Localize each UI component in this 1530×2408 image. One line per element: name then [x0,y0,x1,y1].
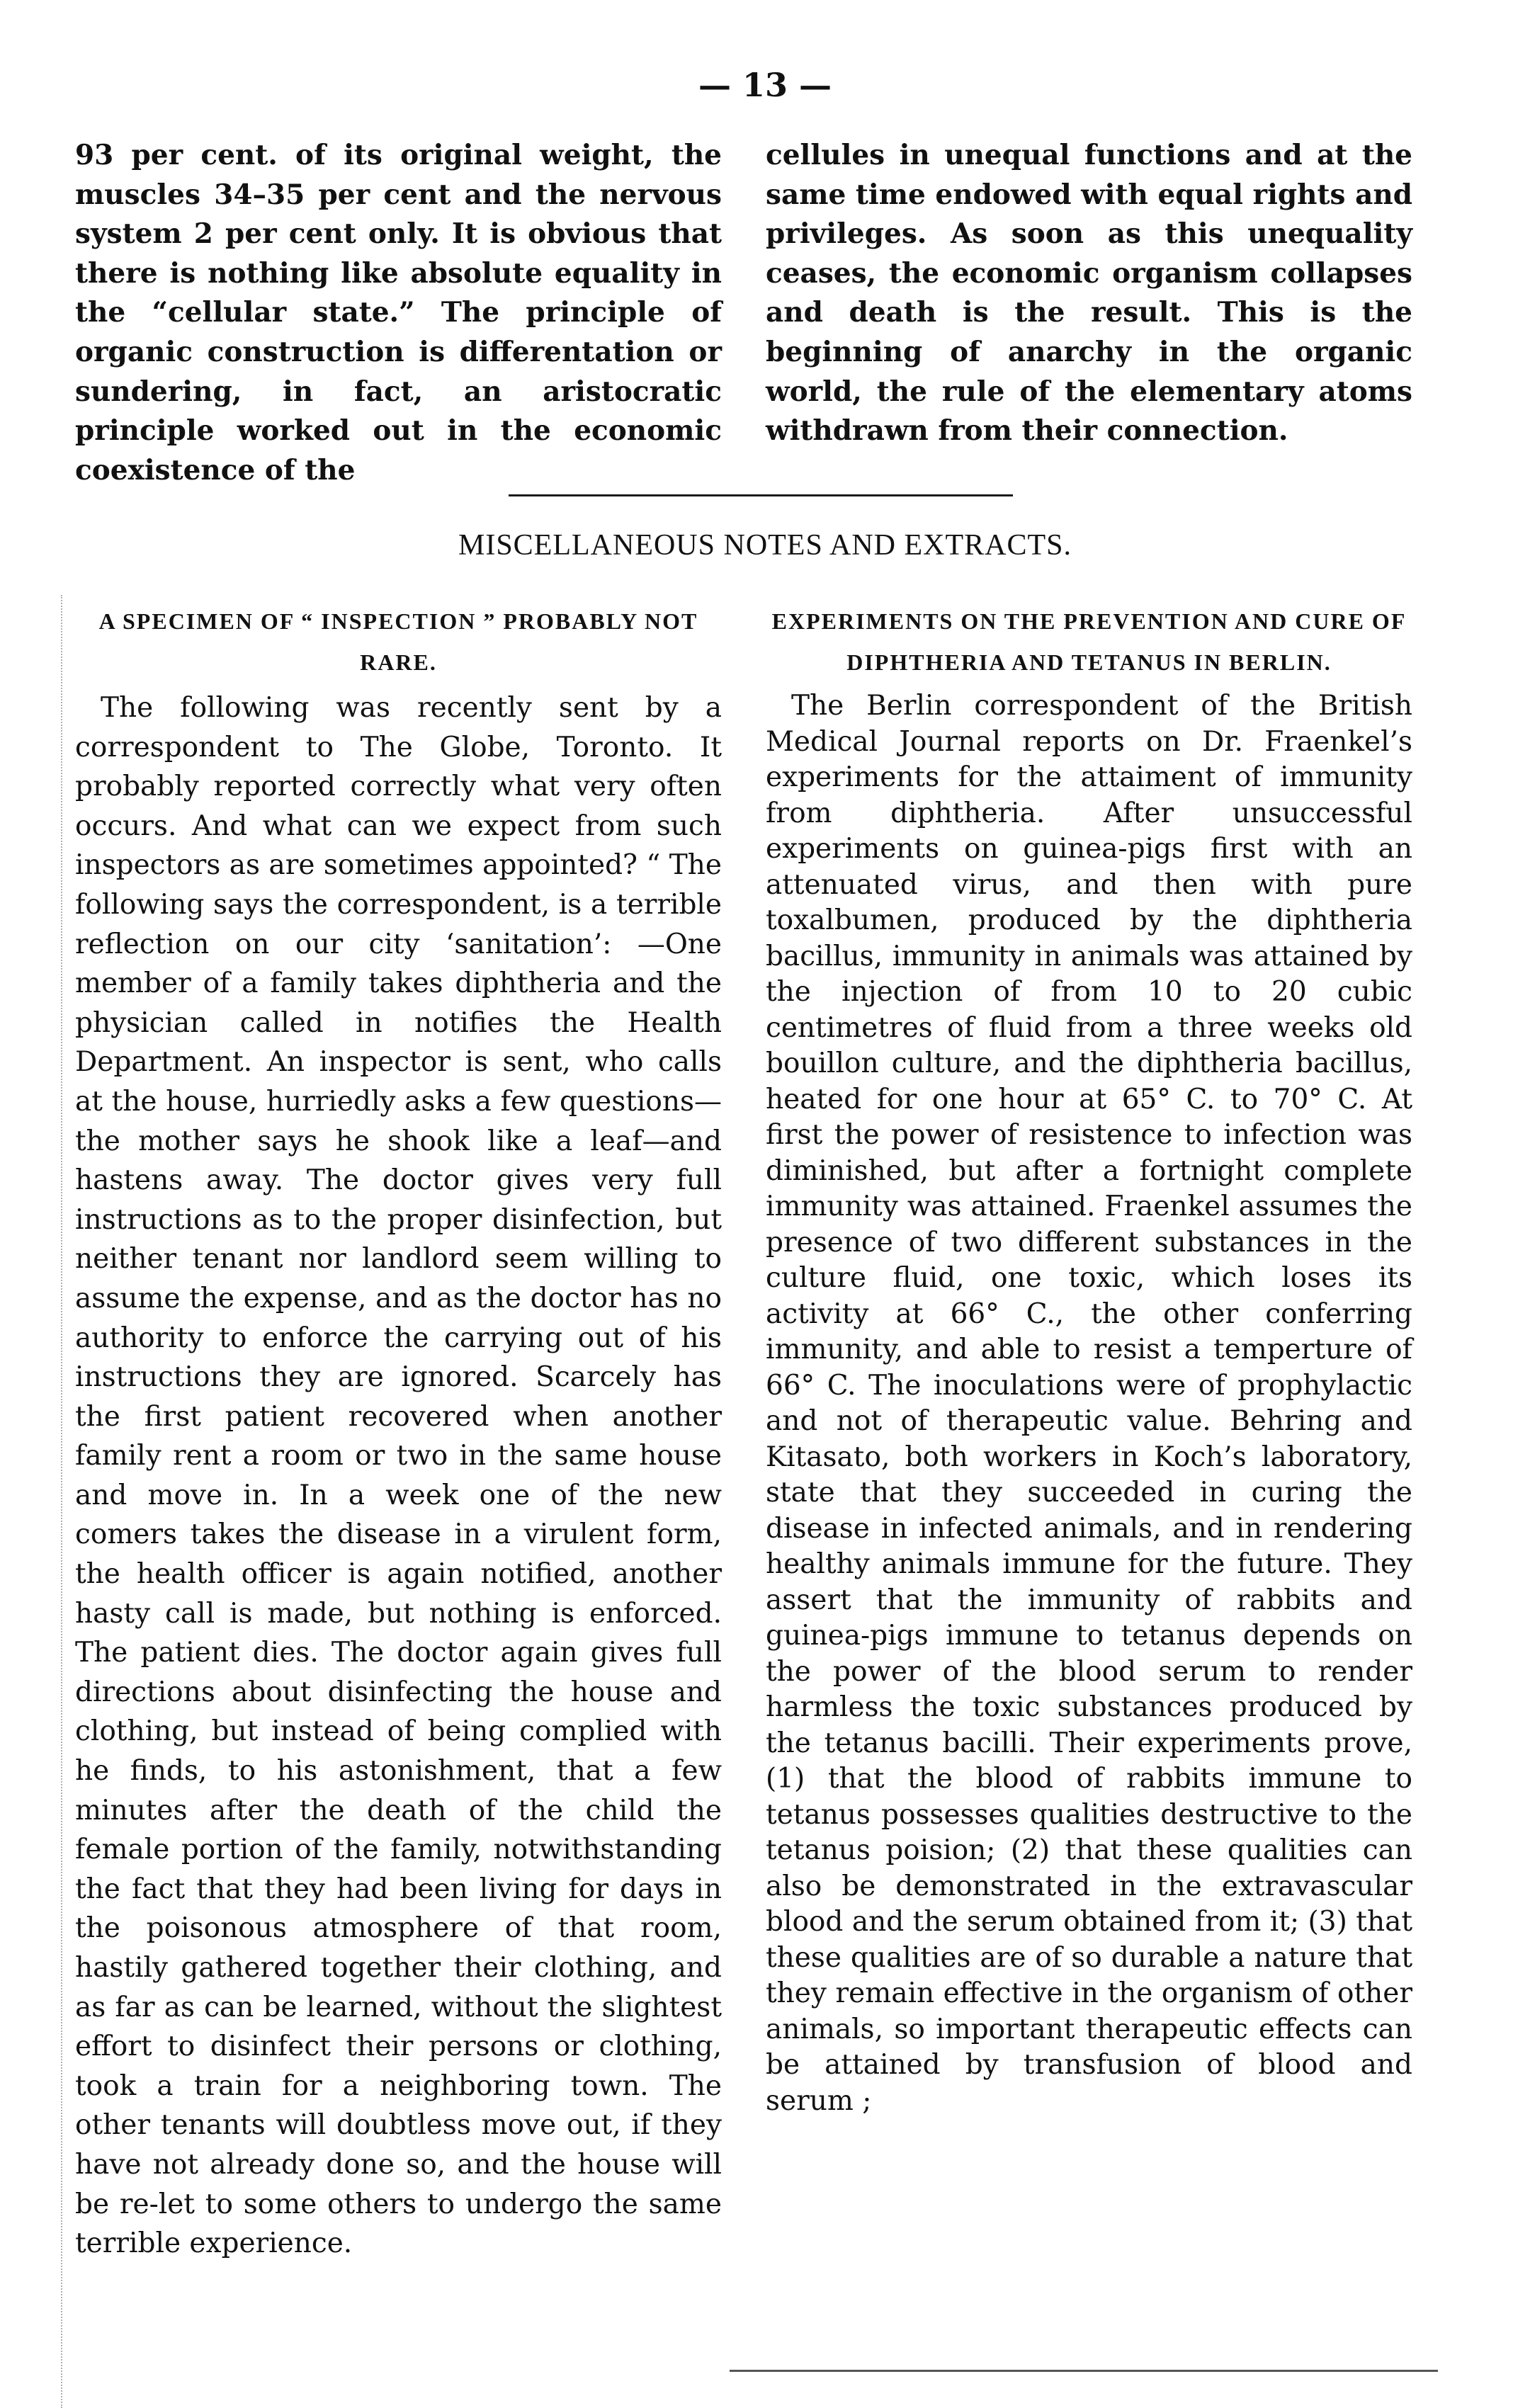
article-heading-diphtheria: EXPERIMENTS ON THE PREVENTION AND CURE OF DIPHTHERIA AND TETANUS IN BERLIN. [771,608,1407,675]
article-heading-inspection: A SPECIMEN OF “ INSPECTION ” PROBABLY NOT RARE. [98,608,698,675]
continuation-right-text: cellules in unequal functions and at the same time endowed with equal rights and privileges. As soon as this unequality ceases, the economic organism collapses and death is the result. This is the beginning of anarchy in the organic world, the rule of the elementary atoms withdrawn from their connection. [766,139,1412,448]
article-body-inspection: The following was recently sent by a correspondent to The Globe, Toronto. It probably reported correctly what very often occurs. And what can we expect from such inspectors as are sometimes appointed? “ The following says the correspondent, is a terrible reflection on our city ‘sanitation’: —One member of a family takes diphtheria and the physician called in notifies the Health Department. An inspector is sent, who calls at the house, hurriedly asks a few questions—the mother says he shook like a leaf—and hastens away. The doctor gives very full instructions as to the proper disinfection, but neither tenant nor landlord seem willing to assume the expense, and as the doctor has no authority to enforce the carrying out of his instructions they are ignored. Scarcely has the first patient recovered when another family rent a room or two in the same house and move in. In a week one of the new comers takes the disease in a virulent form, the health officer is again notified, another hasty call is made, but nothing is enforced. The patient dies. The doctor again gives full directions about disinfecting the house and clothing, but instead of being complied with he finds, to his astonishment, that a few minutes after the death of the child the female portion of the family, notwithstanding the fact that they had been living for days in the poisonous atmosphere of that room, hastily gathered together their clothing, and as far as can be learned, without the slightest effort to disinfect their persons or clothing, took a train for a neighboring town. The other tenants will doubtless move out, if they have not already done so, and the house will be re-let to some others to undergo the same terrible experience. [75,692,722,2260]
article-diphtheria [766,601,1412,2119]
continuation-left-column [75,136,722,490]
continuation-right-column [766,136,1412,451]
page-number: — 13 — [698,66,832,104]
continuation-left-text: 93 per cent. of its original weight, the muscles 34–35 per cent and the nervous system 2 per cent only. It is obvious that there is nothing like absolute equality in the “cellular state.” The principle of organic construction is differentation or sundering, in fact, an aristocratic principle worked out in the economic coexistence of the [75,139,722,487]
section-divider [509,494,1013,496]
article-inspection [75,601,722,2264]
footer-rule [730,2370,1438,2372]
article-body-diphtheria: The Berlin correspondent of the British Medical Journal reports on Dr. Fraenkel’s experiments for the attaiment of immunity from diphtheria. After unsuccessful experiments on guinea-pigs first with an attenuated virus, and then with pure toxalbumen, produced by the diphtheria bacillus, immunity in animals was attained by the injection of from 10 to 20 cubic centimetres of fluid from a three weeks old bouillon culture, and the diphtheria bacillus, heated for one hour at 65° C. to 70° C. At first the power of resistence to infection was diminished, but after a fortnight complete immunity was attained. Fraenkel assumes the presence of two different substances in the culture fluid, one toxic, which loses its activity at 66° C., the other conferring immunity, and able to resist a temperture of 66° C. The inoculations were of prophylactic and not of therapeutic value. Behring and Kitasato, both workers in Koch’s laboratory, state that they succeeded in curing the disease in infected animals, and in rendering healthy animals immune for the future. They assert that the immunity of rabbits and guinea-pigs immune to tetanus depends on the power of the blood serum to render harmless the toxic substances produced by the tetanus bacilli. Their experiments prove, (1) that the blood of rabbits immune to tetanus possesses qualities destructive to the tetanus poision; (2) that these qualities can also be demonstrated in the extravascular blood and the serum obtained from it; (3) that these qualities are of so durable a nature that they remain effective in the organism of other animals, so important therapeutic effects can be attained by transfusion of blood and serum ; [766,690,1412,2117]
margin-rule [61,595,62,2408]
section-title: MISCELLANEOUS NOTES AND EXTRACTS. [458,529,1072,562]
